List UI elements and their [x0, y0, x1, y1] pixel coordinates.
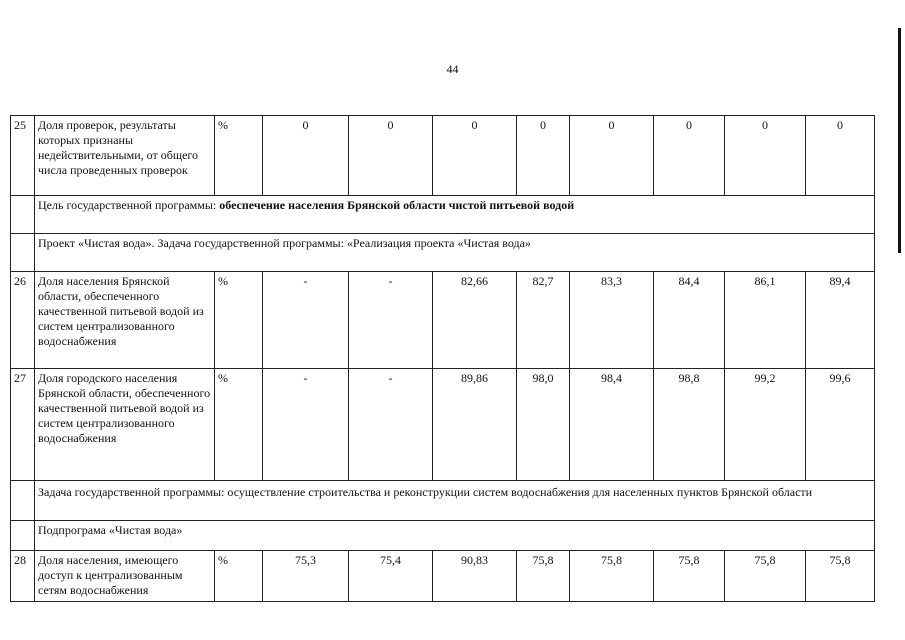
value-cell: 75,8 [570, 551, 654, 602]
value-cell: 90,83 [433, 551, 517, 602]
value-cell: 98,4 [570, 369, 654, 481]
program-goal-text: обеспечение населения Брянской области чистой питьевой водой [219, 198, 575, 212]
row-number-empty [11, 521, 35, 551]
row-number: 28 [11, 551, 35, 602]
program-goal-prefix: Цель государственной программы: [38, 198, 220, 212]
indicator-unit: % [215, 116, 263, 196]
value-cell: 75,4 [349, 551, 433, 602]
value-cell: 75,8 [725, 551, 806, 602]
row-number: 27 [11, 369, 35, 481]
indicator-name: Доля населения, имеющего доступ к централизованным сетям водоснабжения [35, 551, 215, 602]
value-cell: 0 [806, 116, 875, 196]
row-number-empty [11, 196, 35, 234]
value-cell: 0 [433, 116, 517, 196]
project-task: Проект «Чистая вода». Задача государственной программы: «Реализация проекта «Чистая вода» [35, 234, 875, 272]
indicator-name: Доля городского населения Брянской области, обеспеченного качественной питьевой водой из систем централизованного водоснабжения [35, 369, 215, 481]
table-row [11, 272, 875, 369]
indicator-name: Доля населения Брянской области, обеспеченного качественной питьевой водой из систем централизованного водоснабжения [35, 272, 215, 369]
value-cell: - [349, 369, 433, 481]
value-cell: - [263, 369, 349, 481]
table-row [11, 116, 875, 196]
section-row [11, 521, 875, 551]
table-row [11, 551, 875, 602]
subprogram-title: Подпрограма «Чистая вода» [35, 521, 875, 551]
row-number-empty [11, 234, 35, 272]
value-cell: 0 [517, 116, 570, 196]
value-cell: 98,8 [654, 369, 725, 481]
indicator-unit: % [215, 369, 263, 481]
value-cell: 99,6 [806, 369, 875, 481]
value-cell: 82,66 [433, 272, 517, 369]
row-number-empty [11, 481, 35, 521]
value-cell: 89,4 [806, 272, 875, 369]
scan-edge-bar [898, 28, 901, 253]
value-cell: 0 [725, 116, 806, 196]
indicator-unit: % [215, 272, 263, 369]
value-cell: 75,8 [654, 551, 725, 602]
value-cell: 99,2 [725, 369, 806, 481]
value-cell: 86,1 [725, 272, 806, 369]
value-cell: 84,4 [654, 272, 725, 369]
value-cell: 0 [263, 116, 349, 196]
section-row [11, 481, 875, 521]
value-cell: 75,8 [806, 551, 875, 602]
indicator-name: Доля проверок, результаты которых признаны недействительными, от общего числа проведенных проверок [35, 116, 215, 196]
value-cell: 83,3 [570, 272, 654, 369]
value-cell: 0 [570, 116, 654, 196]
value-cell: 98,0 [517, 369, 570, 481]
indicators-table [10, 115, 875, 602]
value-cell: 0 [654, 116, 725, 196]
section-row [11, 234, 875, 272]
table-row [11, 369, 875, 481]
value-cell: 75,8 [517, 551, 570, 602]
value-cell: 0 [349, 116, 433, 196]
value-cell: 82,7 [517, 272, 570, 369]
program-task: Задача государственной программы: осуществление строительства и реконструкции систем водоснабжения для населенных пунктов Брянской области [35, 481, 875, 521]
section-row [11, 196, 875, 234]
row-number: 25 [11, 116, 35, 196]
program-goal [35, 196, 875, 234]
row-number: 26 [11, 272, 35, 369]
indicator-unit: % [215, 551, 263, 602]
value-cell: - [263, 272, 349, 369]
page-number: 44 [446, 62, 459, 76]
value-cell: 89,86 [433, 369, 517, 481]
value-cell: 75,3 [263, 551, 349, 602]
value-cell: - [349, 272, 433, 369]
